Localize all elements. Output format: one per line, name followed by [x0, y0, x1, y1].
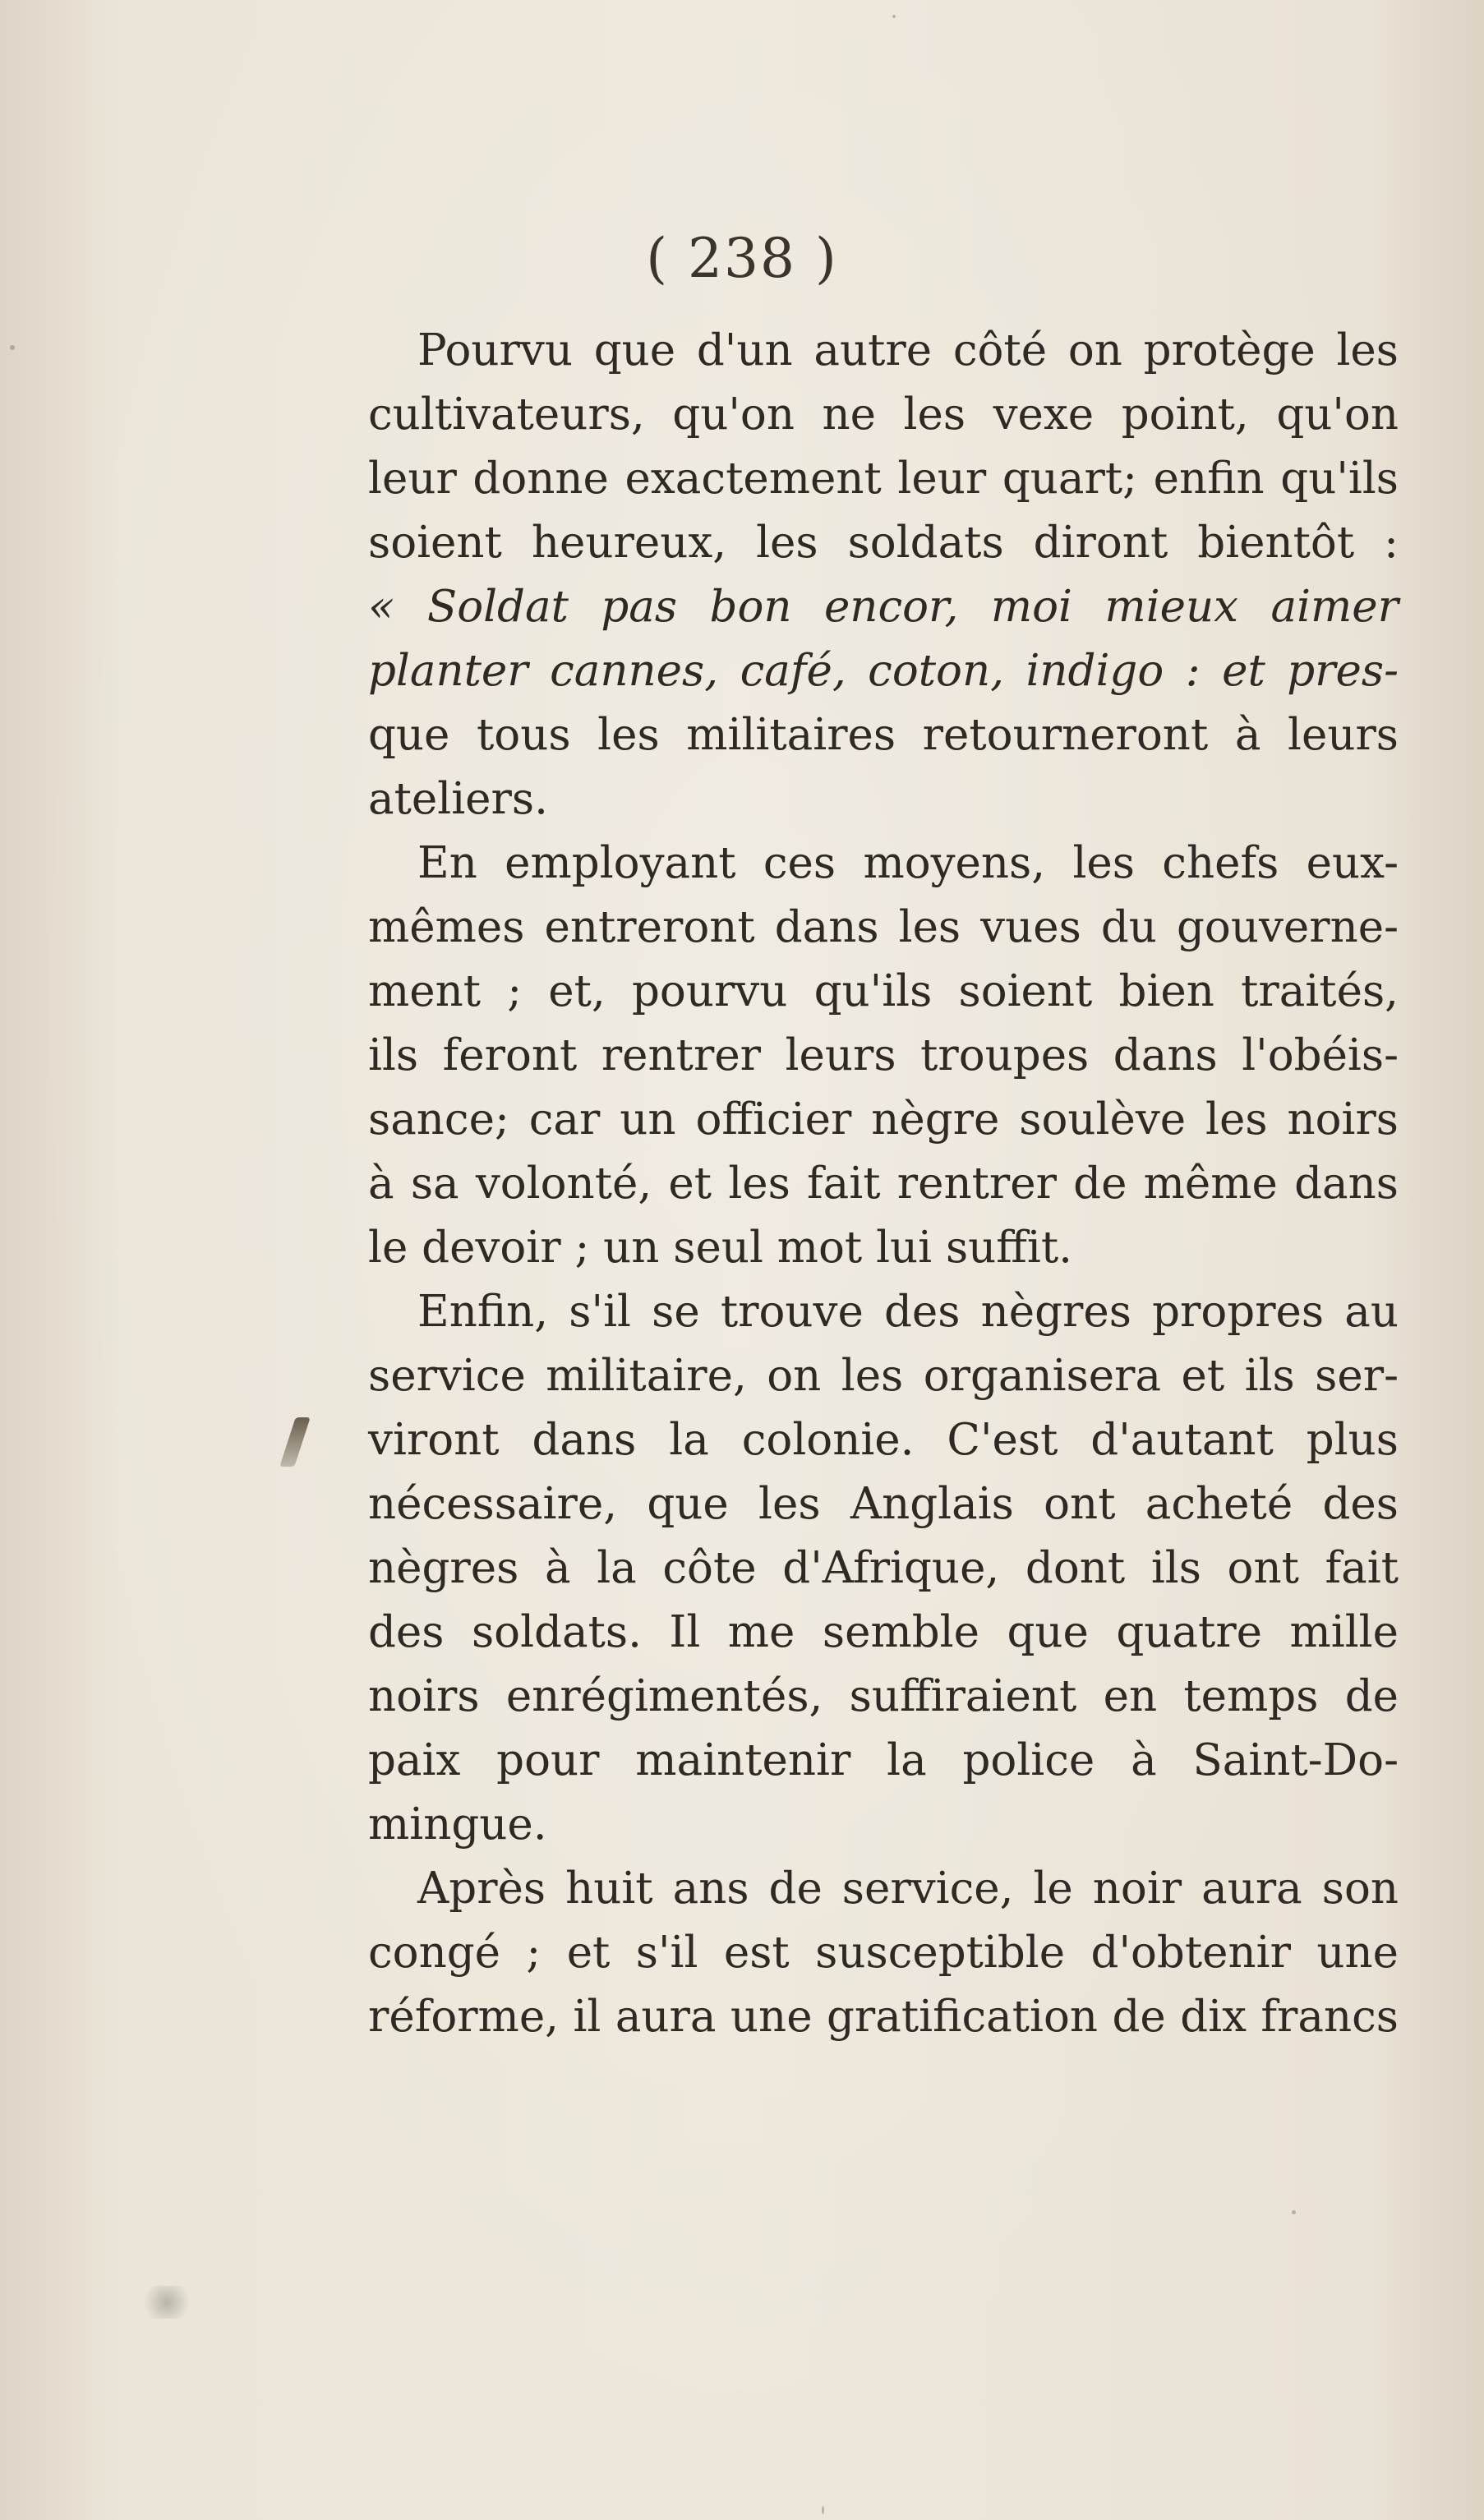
text-line: le devoir ; un seul mot lui suffit. [368, 1223, 1073, 1273]
text-line: des soldats. Il me semble que quatre mille [368, 1607, 1399, 1657]
text-line: à sa volonté, et les fait rentrer de même dans [368, 1159, 1399, 1209]
speck [1292, 2210, 1296, 2214]
text-line: paix pour maintenir la police à Saint-Do- [368, 1735, 1399, 1785]
text-line: noirs enrégimentés, suffiraient en temps de [368, 1671, 1399, 1721]
text-line: « Soldat pas bon encor, moi mieux aimer [368, 582, 1399, 632]
text-line: Enfin, s'il se trouve des nègres propres au [417, 1287, 1399, 1337]
speck [10, 345, 15, 350]
text-line: ils feront rentrer leurs troupes dans l'obéis- [368, 1030, 1399, 1080]
text-line: mingue. [368, 1799, 547, 1850]
text-line: service militaire, on les organisera et ils ser- [368, 1351, 1399, 1401]
text-line: sance; car un officier nègre soulève les noirs [368, 1094, 1399, 1145]
smudge [138, 2286, 196, 2319]
text-line: soient heureux, les soldats diront bientôt : [368, 518, 1399, 568]
page-number: ( 238 ) [646, 227, 838, 290]
text-line: ateliers. [368, 774, 548, 824]
paragraph-1 [368, 319, 1399, 832]
text-line: ment ; et, pourvu qu'ils soient bien traités, [368, 966, 1399, 1016]
text-line: congé ; et s'il est susceptible d'obtenir une [368, 1928, 1399, 1978]
text-line: leur donne exactement leur quart; enfin qu'ils [368, 454, 1399, 504]
speck [892, 15, 896, 18]
text-line: mêmes entreront dans les vues du gouverne- [368, 902, 1399, 952]
text-line: réforme, il aura une gratification de dix francs [368, 1992, 1399, 2042]
body-text [368, 319, 1399, 2049]
paragraph-2 [368, 832, 1399, 1280]
text-line: Pourvu que d'un autre côté on protège les [417, 325, 1399, 375]
paragraph-4 [368, 1857, 1399, 2049]
ink-mark [279, 1417, 310, 1467]
text-line: que tous les militaires retourneront à leurs [368, 710, 1399, 760]
text-line: planter cannes, café, coton, indigo : et pres- [368, 646, 1399, 696]
text-line: viront dans la colonie. C'est d'autant plus [368, 1415, 1399, 1465]
text-line: En employant ces moyens, les chefs eux- [417, 838, 1399, 888]
text-line: nègres à la côte d'Afrique, dont ils ont fait [368, 1543, 1399, 1593]
text-line: nécessaire, que les Anglais ont acheté des [368, 1479, 1399, 1529]
speck [822, 2506, 824, 2514]
paragraph-3 [368, 1280, 1399, 1857]
text-line: Après huit ans de service, le noir aura son [417, 1864, 1399, 1914]
text-line: cultivateurs, qu'on ne les vexe point, qu'on [368, 389, 1399, 440]
